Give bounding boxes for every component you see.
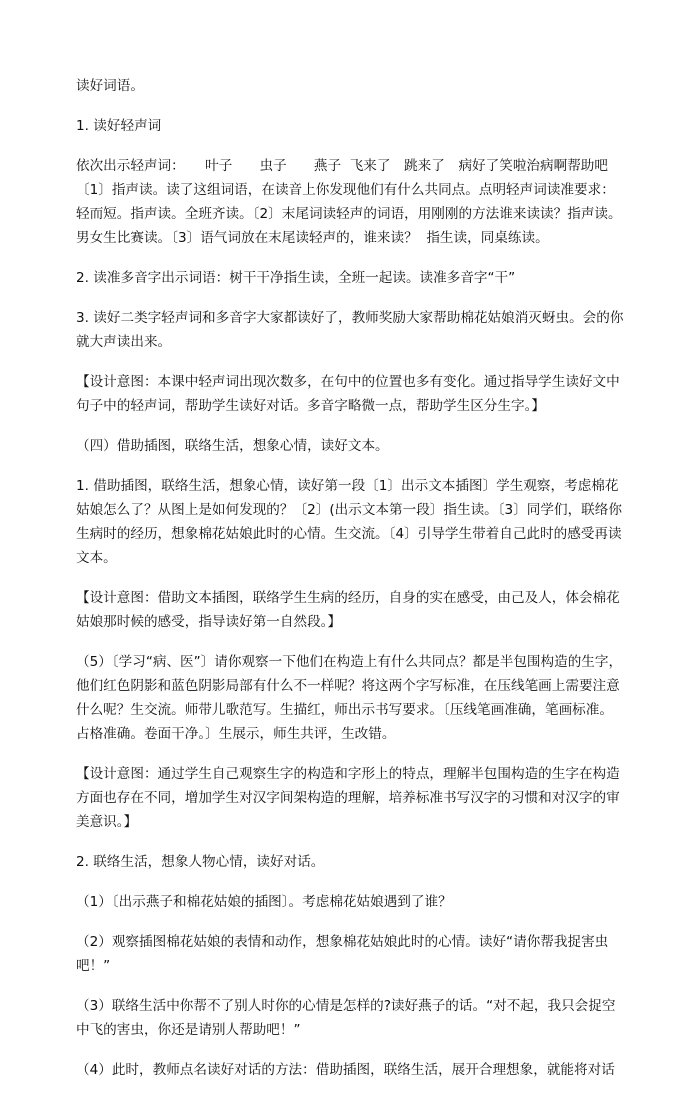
paragraph-step-2: （2）观察插图棉花姑娘的表情和动作，想象棉花姑娘此时的心情。读好“请你帮我捉害虫吧！” bbox=[76, 934, 609, 974]
heading-dialogue: 2. 联络生活，想象人物心情，读好对话。 bbox=[76, 854, 325, 870]
design-intent-1: 【设计意图：本课中轻声词出现次数多，在句中的位置也多有变化。通过指导学生读好文中句子中的轻声词，帮助学生读好对话。多音字略微一点，帮助学生区分生字。】 bbox=[76, 374, 620, 414]
paragraph-polyphone: 2. 读准多音字出示词语：树干干净指生读，全班一起读。读准多音字“干” bbox=[76, 270, 516, 286]
heading-light-tone-words: 1. 读好轻声词 bbox=[76, 118, 162, 134]
paragraph-step-4: （4）此时，教师点名读好对话的方法：借助插图，联络生活，展开合理想象，就能将对话 bbox=[76, 1062, 615, 1078]
paragraph-step-1: （1）〔出示燕子和棉花姑娘的插图〕。考虑棉花姑娘遇到了谁？ bbox=[76, 894, 452, 910]
paragraph-illustration-reading: 1. 借助插图，联络生活，想象心情，读好第一段〔1〕出示文本插图〕学生观察，考虑棉花姑娘怎么了？从图上是如何发现的？〔2〕(出示文本第一段〕指生读。〔3〕同学们，联络你生病时的经历，想象棉花姑娘此时的心情。生交流。〔4〕引导学生带着自己此时的感受再读文本。 bbox=[76, 478, 622, 566]
paragraph-intro: 读好词语。 bbox=[76, 78, 144, 94]
design-intent-3: 【设计意图：通过学生自己观察生字的构造和字形上的特点，理解半包围构造的生字在构造方面也存在不同，增加学生对汉字间架构造的理解，培养标准书写汉字的习惯和对汉字的审美意识。】 bbox=[76, 766, 620, 830]
paragraph-step-3: （3）联络生活中你帮不了别人时你的心情是怎样的?读好燕子的话。“对不起，我只会捉空中飞的害虫，你还是请别人帮助吧！” bbox=[76, 998, 616, 1038]
design-intent-2: 【设计意图：借助文本插图，联络学生生病的经历，自身的实在感受，由己及人，体会棉花姑娘那时候的感受，指导读好第一自然段。】 bbox=[76, 590, 620, 630]
paragraph-character-study: （5）〔学习“病、医”〕请你观察一下他们在构造上有什么共同点？都是半包围构造的生字，他们红色阴影和蓝色阴影局部有什么不一样呢？将这两个字写标准，在压线笔画上需要注意什么呢？生交流。师带儿歌范写。生描红，师出示书写要求。〔压线笔画准确，笔画标准。占格准确。卷面干净。〕生展示，师生共评，生改错。 bbox=[76, 654, 623, 742]
paragraph-second-class: 3. 读好二类字轻声词和多音字大家都读好了，教师奖励大家帮助棉花姑娘消灭蚜虫。会的你就大声读出来。 bbox=[76, 310, 624, 350]
paragraph-light-tone-list: 依次出示轻声词： 叶子 虫子 燕子 飞来了 跳来了 病好了笑啦治病啊帮助吧〔1〕指声读。读了这组词语，在读音上你发现他们有什么共同点。点明轻声词读准要求：轻而短。指声读。全班齐读。〔2〕末尾词读轻声的词语，用刚刚的方法谁来读读？指声读。男女生比赛读。〔3〕语气词放在末尾读轻声的，谁来读？ 指生读，同桌练读。 bbox=[76, 158, 622, 246]
section-heading-4: （四）借助插图，联络生活，想象心情，读好文本。 bbox=[76, 438, 389, 454]
